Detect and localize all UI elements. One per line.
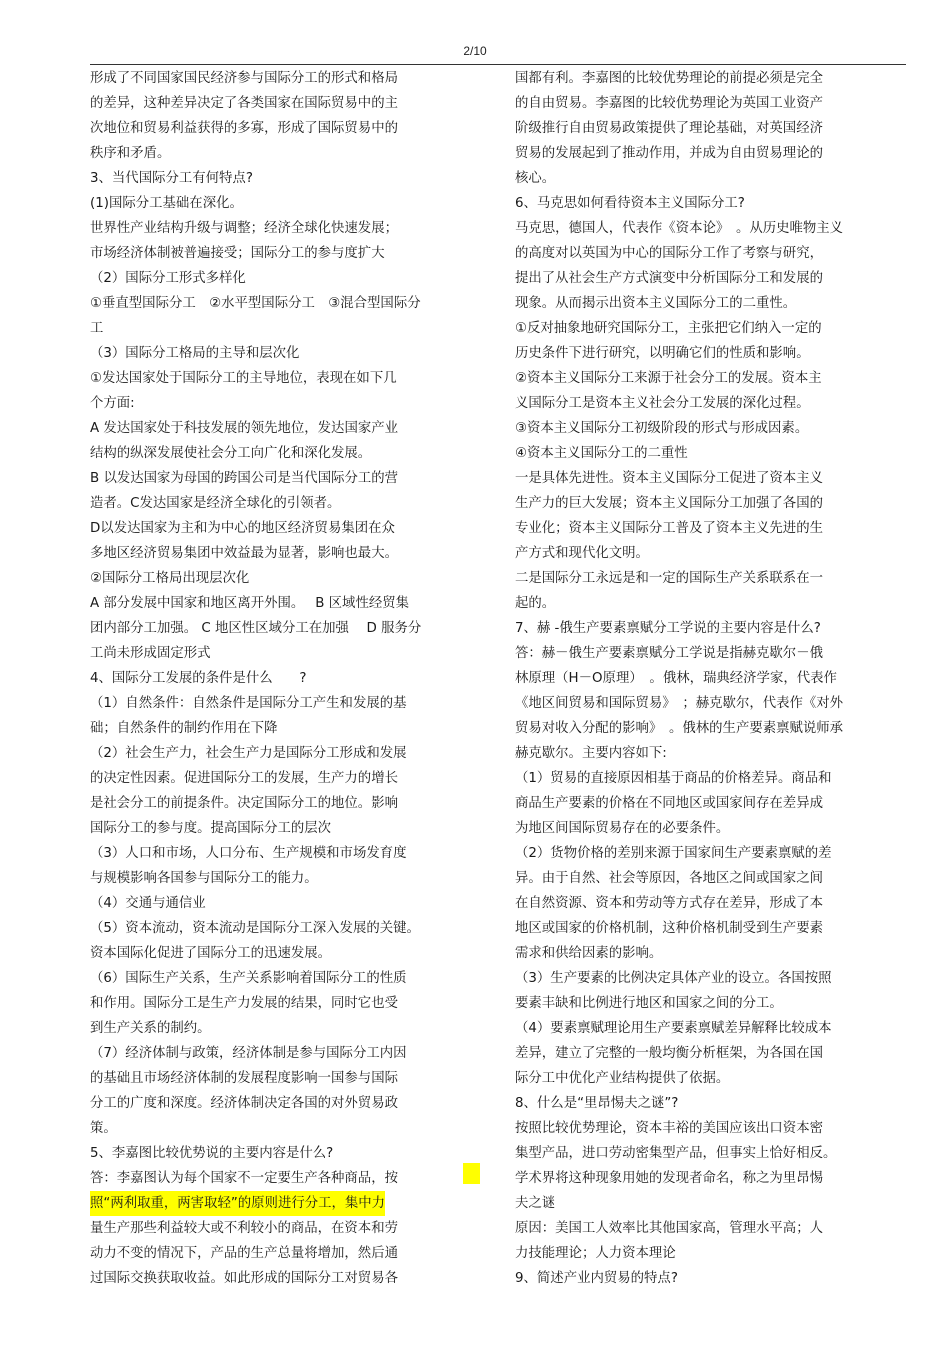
text-line: （6）国际生产关系，生产关系影响着国际分工的性质 bbox=[90, 971, 407, 986]
text-line: B 以发达国家为母国的跨国公司是当代国际分工的营 bbox=[90, 471, 399, 486]
text-line: （2）国际分工形式多样化 bbox=[90, 271, 246, 286]
text-line: 工尚未形成固定形式 bbox=[90, 646, 211, 661]
text-line: ④资本主义国际分工的二重性 bbox=[515, 446, 688, 461]
text-line: 现象。从而揭示出资本主义国际分工的二重性。 bbox=[515, 296, 797, 311]
text-line: 过国际交换获取收益。如此形成的国际分工对贸易各 bbox=[90, 1271, 398, 1286]
text-line: 核心。 bbox=[515, 171, 556, 186]
text-line: 与规模影响各国参与国际分工的能力。 bbox=[90, 871, 318, 886]
text-line: 动力不变的情况下，产品的生产总量将增加，然后通 bbox=[90, 1246, 398, 1261]
text-line: 力技能理论；人力资本理论 bbox=[515, 1246, 676, 1261]
text-line: 国都有利。李嘉图的比较优势理论的前提必须是完全 bbox=[515, 71, 823, 86]
text-line: （7）经济体制与政策，经济体制是参与国际分工内因 bbox=[90, 1046, 407, 1061]
text-line: 7、赫 -俄生产要素禀赋分工学说的主要内容是什么? bbox=[515, 621, 821, 636]
text-line: 照“两利取重，两害取轻”的原则进行分工，集中力 bbox=[90, 1191, 385, 1216]
text-line: 是社会分工的前提条件。决定国际分工的地位。影响 bbox=[90, 796, 398, 811]
text-line: 义国际分工是资本主义社会分工发展的深化过程。 bbox=[515, 396, 810, 411]
text-line: D以发达国家为主和为中心的地区经济贸易集团在众 bbox=[90, 521, 395, 536]
text-line: 形成了不同国家国民经济参与国际分工的形式和格局 bbox=[90, 71, 398, 86]
text-line: 国际分工的参与度。提高国际分工的层次 bbox=[90, 821, 332, 836]
text-line: （5）资本流动，资本流动是国际分工深入发展的关键。 bbox=[90, 921, 420, 936]
text-line: （1）自然条件：自然条件是国际分工产生和发展的基 bbox=[90, 696, 407, 711]
text-line: 5、李嘉图比较优势说的主要内容是什么? bbox=[90, 1146, 334, 1161]
page-number: 2/10 bbox=[463, 44, 487, 58]
text-line: ②资本主义国际分工来源于社会分工的发展。资本主 bbox=[515, 371, 822, 386]
text-line: 贸易对收入分配的影响》 。俄林的生产要素禀赋说师承 bbox=[515, 721, 844, 736]
text-line: 历史条件下进行研究，以明确它们的性质和影响。 bbox=[515, 346, 810, 361]
text-line: 次地位和贸易利益获得的多寡，形成了国际贸易中的 bbox=[90, 121, 398, 136]
text-line: 赫克歇尔。主要内容如下: bbox=[515, 746, 667, 761]
text-line: 资本国际化促进了国际分工的迅速发展。 bbox=[90, 946, 332, 961]
text-line: A 部分发展中国家和地区离开外围。 B 区域性经贸集 bbox=[90, 596, 410, 611]
text-line: 贸易的发展起到了推动作用，并成为自由贸易理论的 bbox=[515, 146, 823, 161]
text-line: 多地区经济贸易集团中效益最为显著，影响也最大。 bbox=[90, 546, 398, 561]
text-line: 学术界将这种现象用她的发现者命名，称之为里昂惕 bbox=[515, 1171, 823, 1186]
text-line: 8、什么是“里昂惕夫之谜”? bbox=[515, 1096, 679, 1111]
text-line: (1)国际分工基础在深化。 bbox=[90, 196, 243, 211]
text-line: 产方式和现代化文明。 bbox=[515, 546, 649, 561]
text-line: 市场经济体制被普遍接受；国际分工的参与度扩大 bbox=[90, 246, 385, 261]
text-line: ③资本主义国际分工初级阶段的形式与形成因素。 bbox=[515, 421, 809, 436]
text-line: 到生产关系的制约。 bbox=[90, 1021, 211, 1036]
text-line: 团内部分工加强。 C 地区性区域分工在加强 D 服务分 bbox=[90, 621, 422, 636]
text-line: （2）货物价格的差别来源于国家间生产要素禀赋的差 bbox=[515, 846, 832, 861]
text-line: 要素丰缺和比例进行地区和国家之间的分工。 bbox=[515, 996, 783, 1011]
text-line: （3）生产要素的比例决定具体产业的设立。各国按照 bbox=[515, 971, 832, 986]
text-line: 的高度对以英国为中心的国际分工作了考察与研究， bbox=[515, 246, 823, 261]
text-line: 原因：美国工人效率比其他国家高，管理水平高；人 bbox=[515, 1221, 823, 1236]
text-line: 一是具体先进性。资本主义国际分工促进了资本主义 bbox=[515, 471, 823, 486]
text-line: 马克思，德国人，代表作《资本论》 。从历史唯物主义 bbox=[515, 221, 844, 236]
text-line: （4）交通与通信业 bbox=[90, 896, 206, 911]
text-line: （3）人口和市场，人口分布、生产规模和市场发育度 bbox=[90, 846, 407, 861]
text-line: 造者。C发达国家是经济全球化的引领者。 bbox=[90, 496, 341, 511]
text-line: 阶级推行自由贸易政策提供了理论基础，对英国经济 bbox=[515, 121, 823, 136]
text-line: 量生产那些利益较大或不利较小的商品，在资本和劳 bbox=[90, 1221, 398, 1236]
text-line: 的差异，这种差异决定了各类国家在国际贸易中的主 bbox=[90, 96, 398, 111]
text-line: 商品生产要素的价格在不同地区或国家间存在差异成 bbox=[515, 796, 823, 811]
text-line: 集型产品，进口劳动密集型产品，但事实上恰好相反。 bbox=[515, 1146, 837, 1161]
text-line: 策。 bbox=[90, 1121, 117, 1136]
text-line: 生产力的巨大发展；资本主义国际分工加强了各国的 bbox=[515, 496, 823, 511]
text-line: ①发达国家处于国际分工的主导地位，表现在如下几 bbox=[90, 371, 397, 386]
text-line: 《地区间贸易和国际贸易》 ；赫克歇尔，代表作《对外 bbox=[515, 696, 844, 711]
text-line: 结构的纵深发展使社会分工向广化和深化发展。 bbox=[90, 446, 372, 461]
text-line: 差异，建立了完整的一般均衡分析框架，为各国在国 bbox=[515, 1046, 823, 1061]
text-line: 在自然资源、资本和劳动等方式存在差异，形成了本 bbox=[515, 896, 823, 911]
left-column bbox=[90, 66, 485, 1291]
text-line: 的基础且市场经济体制的发展程度影响一国参与国际 bbox=[90, 1071, 398, 1086]
text-line: ①垂直型国际分工 ②水平型国际分工 ③混合型国际分 bbox=[90, 296, 421, 311]
text-line: 际分工中优化产业结构提供了依据。 bbox=[515, 1071, 730, 1086]
text-line: 需求和供给因素的影响。 bbox=[515, 946, 663, 961]
text-line: 专业化；资本主义国际分工普及了资本主义先进的生 bbox=[515, 521, 823, 536]
text-line: 9、简述产业内贸易的特点? bbox=[515, 1271, 678, 1286]
text-line: （2）社会生产力，社会生产力是国际分工形成和发展 bbox=[90, 746, 407, 761]
text-line: （3）国际分工格局的主导和层次化 bbox=[90, 346, 300, 361]
text-line: （1）贸易的直接原因相基于商品的价格差异。商品和 bbox=[515, 771, 832, 786]
text-line: ②国际分工格局出现层次化 bbox=[90, 571, 250, 586]
text-line: 按照比较优势理论，资本丰裕的美国应该出口资本密 bbox=[515, 1121, 823, 1136]
text-line: 提出了从社会生产方式演变中分析国际分工和发展的 bbox=[515, 271, 823, 286]
text-line: 3、当代国际分工有何特点? bbox=[90, 171, 253, 186]
text-line: （4）要素禀赋理论用生产要素禀赋差异解释比较成本 bbox=[515, 1021, 832, 1036]
text-line: A 发达国家处于科技发展的领先地位，发达国家产业 bbox=[90, 421, 399, 436]
text-line: 林原理（H－O原理） 。俄林，瑞典经济学家，代表作 bbox=[515, 671, 837, 686]
text-line: 世界性产业结构升级与调整；经济全球化快速发展； bbox=[90, 221, 398, 236]
text-line: 起的。 bbox=[515, 596, 556, 611]
right-column bbox=[515, 66, 910, 1291]
text-line: 异。由于自然、社会等原因，各地区之间或国家之间 bbox=[515, 871, 823, 886]
text-line: 二是国际分工永远是和一定的国际生产关系联系在一 bbox=[515, 571, 823, 586]
text-line: 和作用。国际分工是生产力发展的结果，同时它也受 bbox=[90, 996, 398, 1011]
text-line: 个方面: bbox=[90, 396, 135, 411]
text-line: 6、马克思如何看待资本主义国际分工? bbox=[515, 196, 745, 211]
text-line: 分工的广度和深度。经济体制决定各国的对外贸易政 bbox=[90, 1096, 398, 1111]
text-line: 秩序和矛盾。 bbox=[90, 146, 171, 161]
text-line: 答：赫－俄生产要素禀赋分工学说是指赫克歇尔－俄 bbox=[515, 646, 823, 661]
text-line: 工 bbox=[90, 321, 104, 336]
text-line: 4、国际分工发展的条件是什么 ? bbox=[90, 671, 307, 686]
text-line: 的决定性因素。促进国际分工的发展，生产力的增长 bbox=[90, 771, 398, 786]
text-line: 础；自然条件的制约作用在下降 bbox=[90, 721, 278, 736]
text-line: ①反对抽象地研究国际分工，主张把它们纳入一定的 bbox=[515, 321, 822, 336]
header-rule bbox=[90, 64, 906, 65]
text-line: 为地区间国际贸易存在的必要条件。 bbox=[515, 821, 730, 836]
text-line: 地区或国家的价格机制，这种价格机制受到生产要素 bbox=[515, 921, 823, 936]
text-line: 的自由贸易。李嘉图的比较优势理论为英国工业资产 bbox=[515, 96, 823, 111]
text-line: 答：李嘉图认为每个国家不一定要生产各种商品，按 bbox=[90, 1171, 398, 1186]
text-line: 夫之谜 bbox=[515, 1196, 556, 1211]
